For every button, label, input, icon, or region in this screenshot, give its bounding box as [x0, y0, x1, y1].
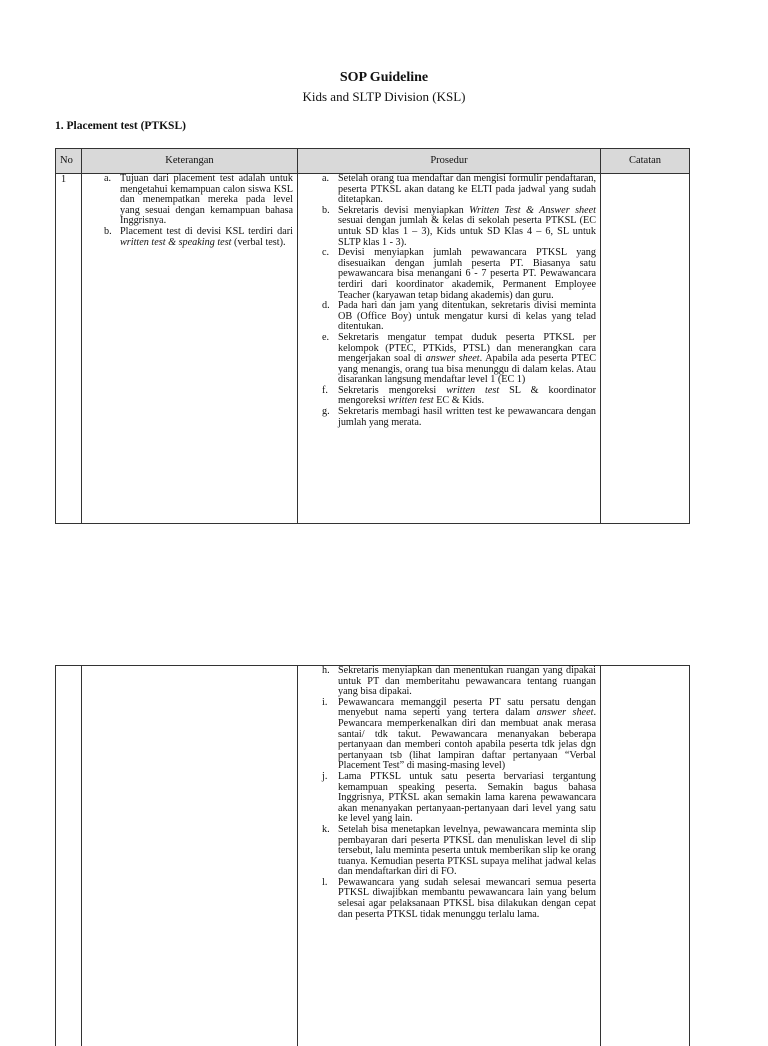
catatan-cell-empty: [601, 666, 690, 1046]
keterangan-cell-empty: [82, 666, 298, 1046]
list-marker: i.: [322, 698, 327, 709]
keterangan-cell: [82, 174, 298, 524]
list-item: [298, 772, 600, 825]
list-item: [298, 407, 600, 428]
item-text: Pewawancara memanggil peserta PT satu persatu dengan menyebut nama seperti yang tertera dalam: [338, 697, 596, 719]
catatan-cell: [601, 174, 690, 524]
item-text: Devisi menyiapkan jumlah pewawancara PTKSL yang disesuaikan dengan jumlah peserta PT. Biasanya satu pewawancara bisa menangani 6 - 7 peserta PT. Pewawancara terdiri dari koordinator akademik, Permanent Employee Teacher (karyawan tetap bidang akademis) dan guru.: [338, 247, 596, 300]
list-marker: b.: [322, 206, 330, 217]
item-text: Pada hari dan jam yang ditentukan, sekretaris divisi meminta OB (Office Boy) untuk mengatur kursi di kelas yang telad ditentukan.: [338, 300, 596, 332]
italic-text: answer sheet: [426, 353, 480, 364]
document-title: SOP Guideline: [0, 70, 768, 86]
list-marker: h.: [322, 666, 330, 677]
document-subtitle: Kids and SLTP Division (KSL): [0, 89, 768, 105]
list-marker: d.: [322, 301, 330, 312]
item-text: SL & koordinator mengoreksi: [338, 385, 596, 407]
list-item: [298, 206, 600, 248]
item-text: Tujuan dari placement test adalah untuk mengetahui kemampuan calon siswa KSL dan menempatkan mereka pada level yang sesuai dengan kemampuan bahasa Inggrisnya.: [120, 173, 293, 226]
keterangan-list: [82, 174, 297, 248]
prosedur-cell: [298, 666, 601, 1046]
list-marker: b.: [104, 227, 112, 238]
list-item: [298, 698, 600, 772]
item-text: sesuai dengan jumlah & kelas di sekolah peserta PTKSL (EC untuk SD klas 1 – 3), Kids untuk SD Klas 4 – 6, SL untuk SLTP klas 1 - 3).: [338, 215, 596, 247]
row-number-empty: [56, 666, 82, 1046]
list-item: [82, 227, 297, 248]
list-item: [298, 174, 600, 206]
italic-text: Written Test & Answer sheet: [469, 205, 596, 216]
item-text: (verbal test).: [232, 237, 286, 248]
sop-table-continued: [55, 665, 690, 1046]
sop-table: [55, 148, 690, 524]
item-text: . Apabila ada peserta PTEC yang menangis, orang tua bisa menunggu di dalam kelas. Atau disarankan langsung mendaftar level 1 (EC 1): [338, 353, 596, 385]
list-item: [298, 878, 600, 920]
table-row: [56, 174, 690, 524]
prosedur-cell: [298, 174, 601, 524]
list-marker: g.: [322, 407, 330, 418]
list-marker: j.: [322, 772, 327, 783]
list-marker: f.: [322, 386, 328, 397]
list-item: [298, 386, 600, 407]
list-item: [298, 301, 600, 333]
list-marker: a.: [322, 174, 329, 185]
item-text: Sekretaris membagi hasil written test ke pewawancara dengan jumlah yang merata.: [338, 406, 596, 428]
prosedur-list: [298, 174, 600, 428]
italic-text: answer sheet: [537, 707, 594, 718]
item-text: Pewawancara yang sudah selesai mewancari semua peserta PTKSL diwajibkan membantu pewawancara lain yang belum selesai agar pelaksanaan PTKSL bisa dilakukan dengan cepat dan peserta PTKSL tidak menunggu terlalu lama.: [338, 877, 596, 920]
list-item: [298, 248, 600, 301]
list-marker: a.: [104, 174, 111, 185]
item-text: EC & Kids.: [434, 395, 484, 406]
item-text: . Pewancara memperkenalkan diri dan membuat anak merasa santai/ tdk takut. Pewawancara menanyakan beberapa pertanyaan dan memberi contoh apabila peserta tdk jelas dgn pertanyaan tsb (lihat lampiran daftar pertanyaan “Verbal Placement Test” di masing-masing level): [338, 707, 596, 771]
item-text: Setelah bisa menetapkan levelnya, pewawancara meminta slip pembayaran dari peserta PTKSL dan menuliskan level di slip tersebut, lalu meminta peserta untuk memberikan slip ke orang tuanya. Kemudian peserta PTKSL supaya melihat jadwal kelas dan mendaftarkan diri di FO.: [338, 824, 596, 877]
item-text: Sekretaris devisi menyiapkan: [338, 205, 469, 216]
section-heading: 1. Placement test (PTKSL): [55, 120, 186, 132]
row-number: 1: [56, 174, 82, 524]
column-header-keterangan: Keterangan: [82, 149, 298, 174]
item-text: Lama PTKSL untuk satu peserta bervariasi tergantung kemampuan speaking peserta. Semakin bagus bahasa Inggrisnya, PTKSL akan semakin lama karena pewawancara akan menanyakan pertanyaan-pertanyaan dari level yang satu ke level yang lain.: [338, 771, 596, 824]
list-item: [298, 825, 600, 878]
column-header-catatan: Catatan: [601, 149, 690, 174]
list-marker: e.: [322, 333, 329, 344]
italic-text: written test: [388, 395, 434, 406]
italic-text: written test: [446, 385, 499, 396]
list-item: [298, 666, 600, 698]
table-header-row: [56, 149, 690, 174]
column-header-prosedur: Prosedur: [298, 149, 601, 174]
prosedur-list: [298, 666, 600, 920]
item-text: Placement test di devisi KSL terdiri dari: [120, 226, 293, 237]
list-marker: k.: [322, 825, 330, 836]
list-marker: l.: [322, 878, 327, 889]
list-item: [82, 174, 297, 227]
item-text: Sekretaris mengatur tempat duduk peserta PTKSL per kelompok (PTEC, PTKids, PTSL) dan menerangkan cara mengerjakan soal di: [338, 332, 596, 364]
table-row: [56, 666, 690, 1046]
item-text: Sekretaris menyiapkan dan menentukan ruangan yang dipakai untuk PT dan memberitahu pewawancara tentang ruangan yang bisa dipakai.: [338, 665, 596, 697]
column-header-no: No: [56, 149, 82, 174]
list-item: [298, 333, 600, 386]
item-text: Setelah orang tua mendaftar dan mengisi formulir pendaftaran, peserta PTKSL akan datang ke ELTI pada jadwal yang sudah ditetapkan.: [338, 173, 596, 205]
item-text: Sekretaris mengoreksi: [338, 385, 446, 396]
list-marker: c.: [322, 248, 329, 259]
italic-text: written test & speaking test: [120, 237, 232, 248]
